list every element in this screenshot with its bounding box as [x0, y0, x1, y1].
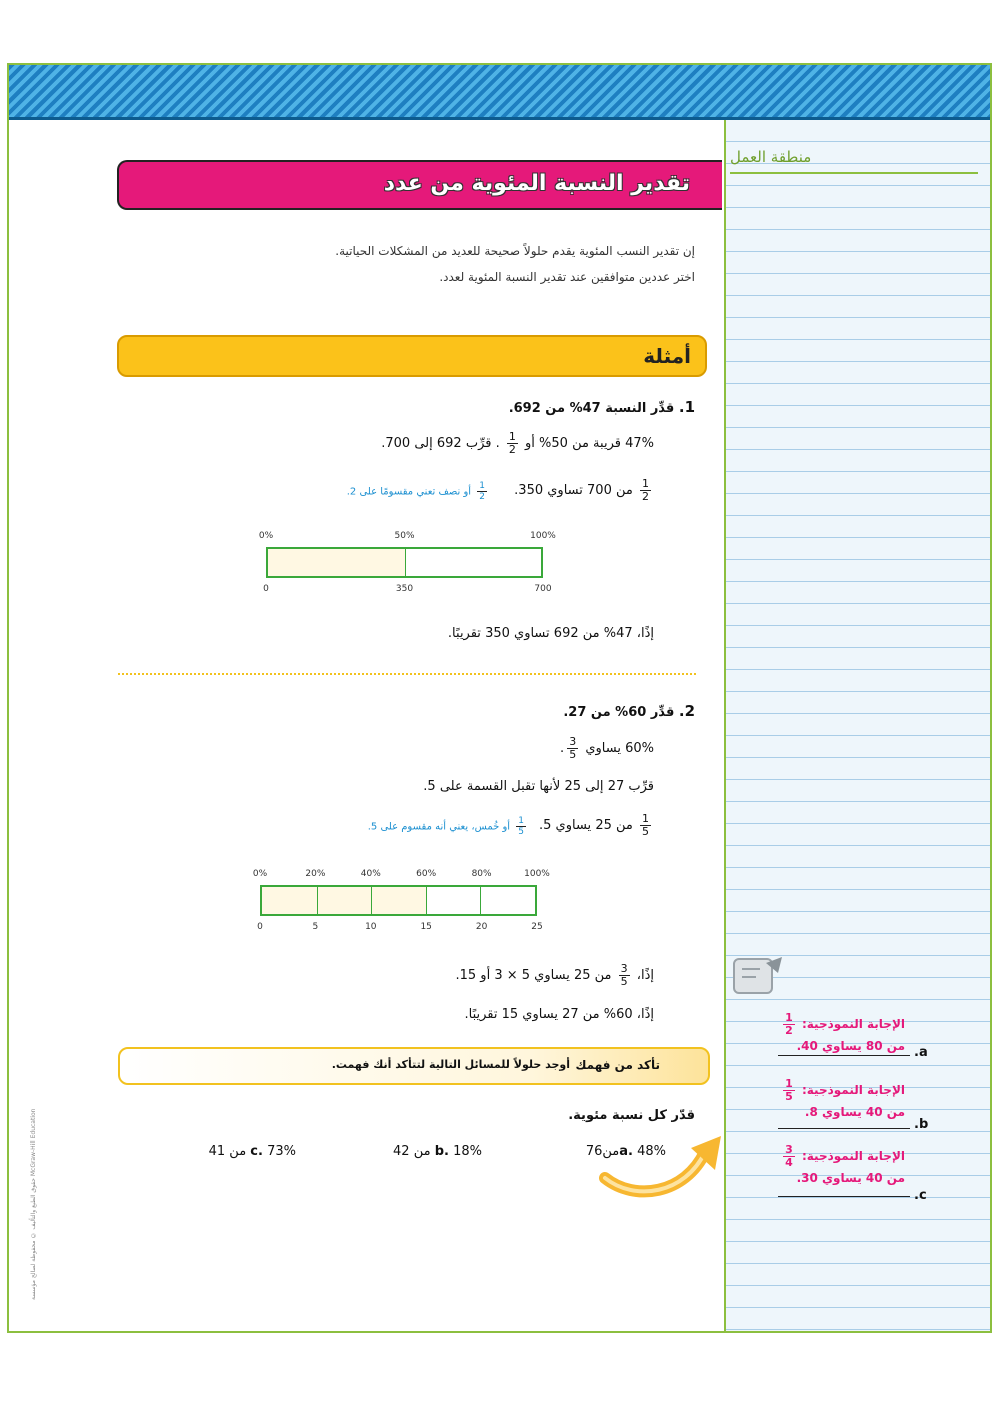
problem-a[interactable]: a. 48%من76 — [585, 1144, 666, 1159]
bar-percent-label: 0% — [252, 869, 268, 879]
lesson-title: تقدير النسبة المئوية من عدد — [383, 171, 690, 196]
example-2-line-4: إذًا، $\frac{3}{5}$ من 25 يساوي 5 × 3 أو 15. — [455, 962, 654, 988]
percent-bar-1 — [266, 547, 543, 578]
ex1-line1-b: . قرِّب 692 إلى 700. — [381, 436, 500, 451]
example-2-text: قدِّر 60% من 27. — [563, 705, 675, 720]
example-2-line-3: $\frac{1}{5}$ من 25 يساوي 5. — [538, 812, 649, 838]
bar-value-label: 0 — [263, 584, 269, 594]
answer-c-letter: c. — [914, 1188, 927, 1203]
bar-segment — [426, 887, 481, 914]
fraction-one-half: $\frac{1}{2}$ — [642, 477, 649, 503]
bar-percent-label: 100% — [524, 869, 550, 879]
examples-header: أمثلة — [643, 344, 691, 368]
fraction-three-fifths: $\frac{3}{5}$ — [569, 735, 577, 761]
fraction-one-fifth: $\frac{1}{5}$ — [642, 812, 649, 838]
bar-value-label: 350 — [395, 584, 414, 594]
bar-segment — [262, 887, 317, 914]
percent-bar-2 — [260, 885, 537, 916]
example-2-question — [563, 702, 695, 720]
answer-b: الإجابة النموذجية: $\frac{1}{5}$ من 40 يساوي 8. — [785, 1077, 905, 1119]
example-1-conclusion: إذًا، 47% من 692 تساوي 350 تقريبًا. — [447, 626, 654, 641]
example-2-line-1: 60% يساوي $\frac{3}{5}$ . — [560, 735, 654, 761]
examples-banner — [117, 335, 707, 377]
dotted-divider — [118, 673, 696, 675]
ex1-line1-a: 47% قريبة من 50% أو — [525, 436, 654, 451]
ex1-line2-text: من 700 تساوي 350. — [514, 483, 633, 498]
bar-percent-label: 50% — [394, 531, 415, 541]
bar-segment — [371, 887, 426, 914]
example-2-note: $\frac{1}{5}$ أو خُمس، يعني أنه مقسوم على 5. — [367, 816, 524, 837]
answer-b-letter: b. — [914, 1117, 929, 1132]
answer-a-letter: a. — [914, 1045, 928, 1060]
bar-value-label: 15 — [420, 922, 432, 932]
problem-c[interactable]: c. 73% من 41 — [208, 1144, 296, 1159]
check-text: أوجد حلولاً للمسائل التالية لتتأكد أنك فهمت. — [331, 1058, 570, 1071]
lesson-intro — [115, 238, 695, 290]
bar-percent-label: 40% — [360, 869, 381, 879]
answer-a: الإجابة النموذجية: $\frac{1}{2}$ من 80 يساوي 40. — [785, 1011, 905, 1053]
bar-value-label: 10 — [365, 922, 377, 932]
bar-percent-label: 100% — [530, 531, 556, 541]
check-understanding-banner — [118, 1047, 710, 1085]
copyright-credit: حقوق الطبع والتأليف © محفوظة لصالح مؤسسة McGraw-Hill Education — [30, 1108, 37, 1300]
bar-value-label: 25 — [531, 922, 543, 932]
bar-segment — [480, 887, 535, 914]
bar-percent-label: 80% — [471, 869, 492, 879]
answer-c: الإجابة النموذجية: $\frac{3}{4}$ من 40 يساوي 30. — [785, 1143, 905, 1185]
decorative-header-band — [9, 65, 990, 120]
intro-line-1: إن تقدير النسب المئوية يقدم حلولاً صحيحة للعديد من المشكلات الحياتية. — [335, 244, 695, 258]
example-1-question — [509, 398, 695, 416]
check-instruction: قدّر كل نسبة مئوية. — [568, 1108, 695, 1123]
fraction-one-half: $\frac{1}{2}$ — [508, 430, 516, 456]
example-1-number: 1. — [678, 398, 695, 416]
intro-line-2: اختر عددين متوافقين عند تقدير النسبة المئوية لعدد. — [439, 270, 695, 284]
bar-value-label: 20 — [475, 922, 488, 932]
problem-b[interactable]: b. 18% من 42 — [393, 1144, 482, 1159]
work-zone-title: منطقة العمل — [730, 148, 978, 174]
check-title: تأكد من فهمك — [575, 1058, 660, 1072]
example-1-line-1 — [381, 431, 654, 456]
answer-a-line — [778, 1055, 910, 1056]
bar-segment — [268, 549, 405, 576]
lesson-title-banner — [117, 160, 722, 210]
bar-value-label: 700 — [534, 584, 552, 594]
example-2-number: 2. — [678, 702, 695, 720]
curved-arrow-icon — [595, 1130, 725, 1210]
example-1-note: $\frac{1}{2}$ أو نصف تعني مقسومًا على 2. — [346, 481, 485, 502]
example-1-line-2 — [514, 478, 654, 503]
pencil-note-icon — [732, 953, 788, 999]
bar-segment — [405, 549, 542, 576]
bar-segment — [317, 887, 372, 914]
example-2-line-2: قرِّب 27 إلى 25 لأنها تقبل القسمة على 5. — [423, 779, 654, 794]
bar-value-label: 5 — [312, 922, 319, 932]
answer-c-line — [778, 1196, 910, 1197]
answer-b-line — [778, 1128, 910, 1129]
bar-percent-label: 20% — [305, 869, 326, 879]
example-1-text: قدِّر النسبة 47% من 692. — [508, 401, 675, 416]
example-2-conclusion: إذًا، 60% من 27 يساوي 15 تقريبًا. — [464, 1007, 654, 1022]
bar-percent-label: 60% — [416, 869, 437, 879]
bar-percent-label: 0% — [258, 531, 274, 541]
bar-value-label: 0 — [257, 922, 263, 932]
